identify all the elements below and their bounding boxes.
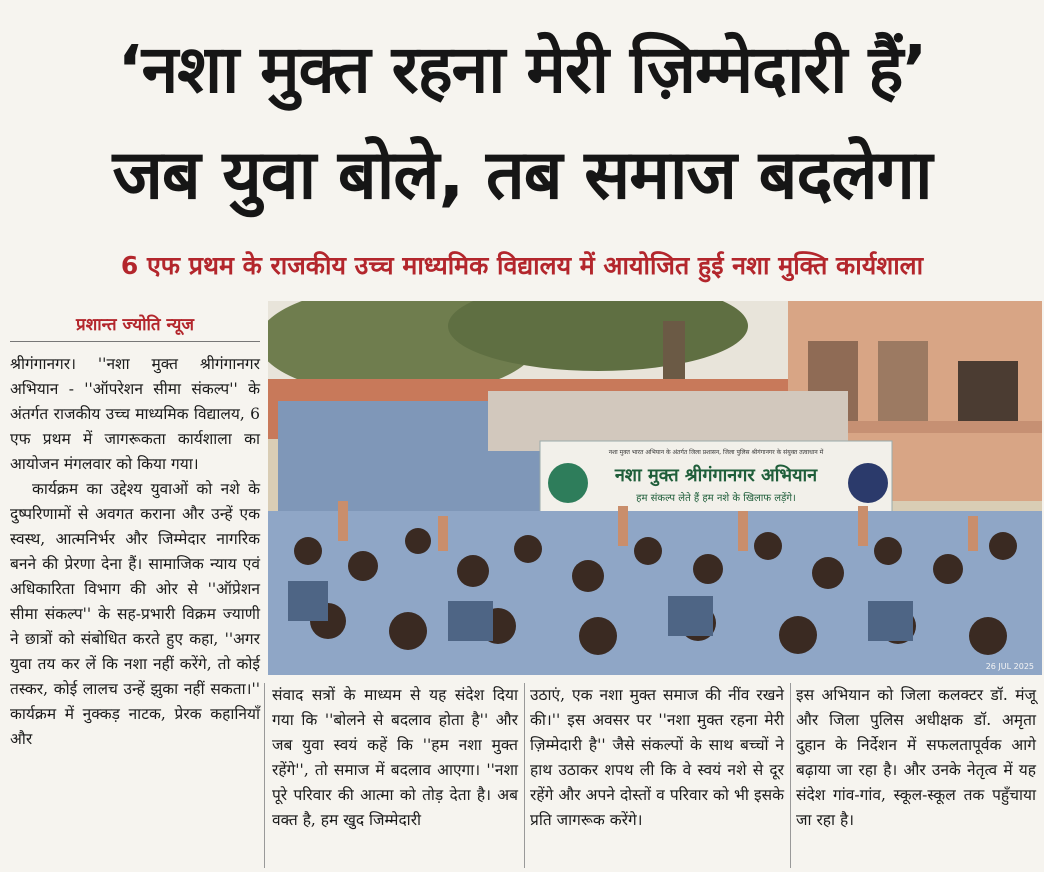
paragraph-4: उठाएं, एक नशा मुक्त समाज की नींव रखने की।'' इस अवसर पर ''नशा मुक्त रहना मेरी ज़िम्मेदारी है'' जैसे संकल्पों के साथ बच्चों ने हाथ उठाकर शपथ ली कि वे स्वयं नशे से दूर रहेंगे और अपने दोस्तों व परिवार को भी इसके प्रति जागरूक करेंगे। (530, 686, 784, 829)
banner-slogan: हम संकल्प लेते हैं हम नशे के खिलाफ लड़ेंगे। (636, 493, 796, 504)
headline-line-2: जब युवा बोले, तब समाज बदलेगा (112, 136, 932, 215)
column-divider (264, 683, 265, 868)
paragraph-5: इस अभियान को जिला कलक्टर डॉ. मंजू और जिला पुलिस अधीक्षक डॉ. अमृता दुहान के निर्देशन में सफलतापूर्वक आगे बढ़ाया जा रहा है। और उनके नेतृत्व में यह संदेश गांव-गांव, स्कूल-स्कूल तक पहुँचाया जा रहा है। (796, 686, 1036, 829)
headline-line-1: ‘नशा मुक्त रहना मेरी ज़िम्मेदारी हैं’ (117, 31, 927, 108)
column-divider (524, 683, 525, 868)
paragraph-2: कार्यक्रम का उद्देश्य युवाओं को नशे के दुष्परिणामों से अवगत कराना और उन्हें एक स्वस्थ, आत्मनिर्भर और जिम्मेदार नागरिक बनने की प्रेरणा देना हैं। सामाजिक न्याय एवं अधिकारिता विभाग की ओर से ''ऑप्रेशन सीमा संकल्प'' के सह-प्रभारी विक्रम ज्याणी ने छात्रों को संबोधित करते हुए कहा, ''अगर युवा तय कर लें कि नशा नहीं करेंगे, तो कोई तस्कर, कोई लालच उन्हें झुका नहीं सकता।'' कार्यक्रम में नुक्कड़ नाटक, प्रेरक कहानियाँ और (10, 480, 260, 748)
column-divider (790, 683, 791, 868)
article-column-4 (796, 683, 1036, 833)
byline: प्रशान्त ज्योति न्यूज (76, 315, 194, 335)
event-photo (268, 301, 1042, 675)
banner-title: नशा मुक्त श्रीगंगानगर अभियान (614, 465, 818, 486)
article-column-3 (530, 683, 784, 833)
subheadline: 6 एफ प्रथम के राजकीय उच्च माध्यमिक विद्यालय में आयोजित हुई नशा मुक्ति कार्यशाला (120, 251, 924, 280)
camera-stamp: 26 JUL 2025 (985, 662, 1034, 671)
banner-small-text: नशा मुक्त भारत अभियान के अंतर्गत जिला प्रशासन, जिला पुलिस श्रीगंगानगर के संयुक्त तत्वाधान में (608, 449, 824, 456)
article-column-2 (272, 683, 518, 833)
article-column-1 (10, 352, 260, 752)
paragraph-3: संवाद सत्रों के माध्यम से यह संदेश दिया गया कि ''बोलने से बदलाव होता है'' और जब युवा स्वयं कहें कि ''हम नशा मुक्त रहेंगे'', तो समाज में बदलाव आएगा। ''नशा पूरे परिवार की आत्मा को तोड़ देता है। अब वक्त है, हम खुद जिम्मेदारी (272, 686, 518, 829)
paragraph-1: श्रीगंगानगर। ''नशा मुक्त श्रीगंगानगर अभियान - ''ऑपरेशन सीमा संकल्प'' के अंतर्गत राजकीय उच्च माध्यमिक विद्यालय, 6 एफ प्रथम में जागरूकता कार्यशाला का आयोजन मंगलवार को किया गया। (10, 355, 260, 473)
byline-divider (10, 341, 260, 342)
